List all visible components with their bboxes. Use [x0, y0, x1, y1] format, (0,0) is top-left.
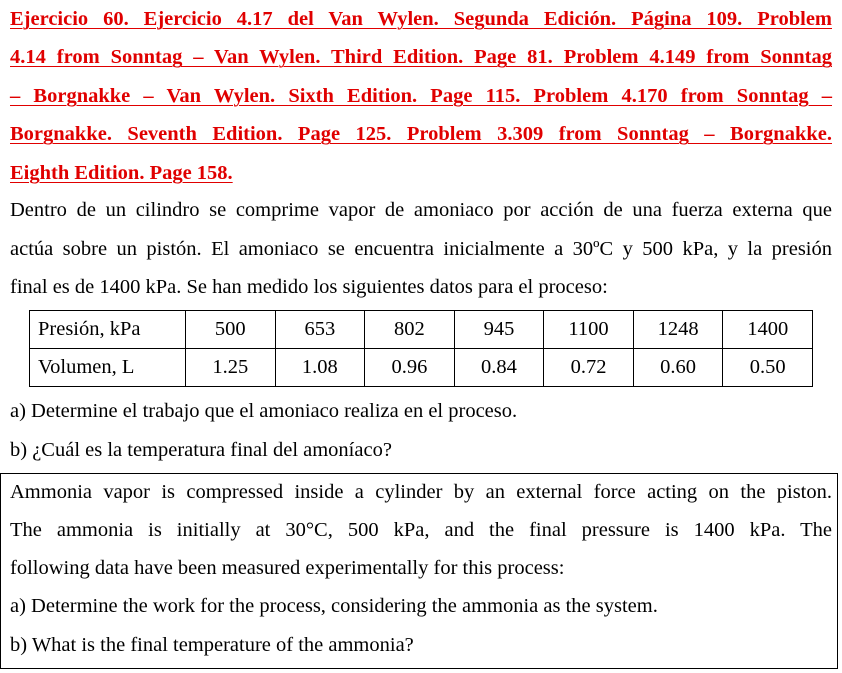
table-cell: 500: [186, 311, 276, 349]
table-cell: 653: [275, 311, 365, 349]
process-data-table: [29, 310, 813, 387]
table-cell: 0.96: [365, 349, 455, 387]
table-row: [30, 311, 813, 349]
statement-line: final es de 1400 kPa. Se han medido los siguientes datos para el proceso:: [10, 276, 608, 299]
table-cell: 0.72: [544, 349, 634, 387]
table-cell: 1.25: [186, 349, 276, 387]
question-b: b) ¿Cuál es la temperatura final del amoníaco?: [10, 438, 392, 461]
table-cell: 945: [454, 311, 544, 349]
table-row: [30, 349, 813, 387]
statement-line: Dentro de un cilindro se comprime vapor de amoniaco por acción de una fuerza externa que: [10, 199, 832, 221]
heading-line: Ejercicio 60. Ejercicio 4.17 del Van Wylen. Segunda Edición. Página 109. Problem: [10, 8, 832, 30]
heading-line: 4.14 from Sonntag – Van Wylen. Third Edition. Page 81. Problem 4.149 from Sonntag: [10, 46, 832, 69]
statement-line: Ammonia vapor is compressed inside a cylinder by an external force acting on the piston.: [10, 481, 832, 503]
heading-line: – Borgnakke – Van Wylen. Sixth Edition. Page 115. Problem 4.170 from Sonntag –: [10, 84, 832, 107]
table-cell: 802: [365, 311, 455, 349]
table-cell: 0.60: [633, 349, 723, 387]
spanish-questions: [10, 392, 832, 469]
english-problem-statement: [10, 473, 832, 588]
statement-line: The ammonia is initially at 30°C, 500 kPa, and the final pressure is 1400 kPa. The: [10, 519, 832, 542]
spanish-problem-statement: [10, 191, 832, 307]
question-a: a) Determine the work for the process, considering the ammonia as the system.: [10, 595, 658, 617]
question-b: b) What is the final temperature of the ammonia?: [10, 633, 414, 656]
exercise-heading: [10, 0, 832, 192]
question-a: a) Determine el trabajo que el amoniaco realiza en el proceso.: [10, 400, 518, 422]
row-label-volume: Volumen, L: [30, 349, 186, 387]
table-cell: 1248: [633, 311, 723, 349]
table-cell: 0.50: [723, 349, 813, 387]
english-questions: [10, 587, 832, 664]
table-cell: 0.84: [454, 349, 544, 387]
heading-line: Eighth Edition. Page 158.: [10, 161, 233, 184]
row-label-pressure: Presión, kPa: [30, 311, 186, 349]
table-cell: 1.08: [275, 349, 365, 387]
table-cell: 1100: [544, 311, 634, 349]
heading-line: Borgnakke. Seventh Edition. Page 125. Problem 3.309 from Sonntag – Borgnakke.: [10, 123, 832, 146]
table-cell: 1400: [723, 311, 813, 349]
statement-line: following data have been measured experimentally for this process:: [10, 557, 565, 580]
statement-line: actúa sobre un pistón. El amoniaco se encuentra inicialmente a 30ºC y 500 kPa, y la presión: [10, 237, 832, 260]
